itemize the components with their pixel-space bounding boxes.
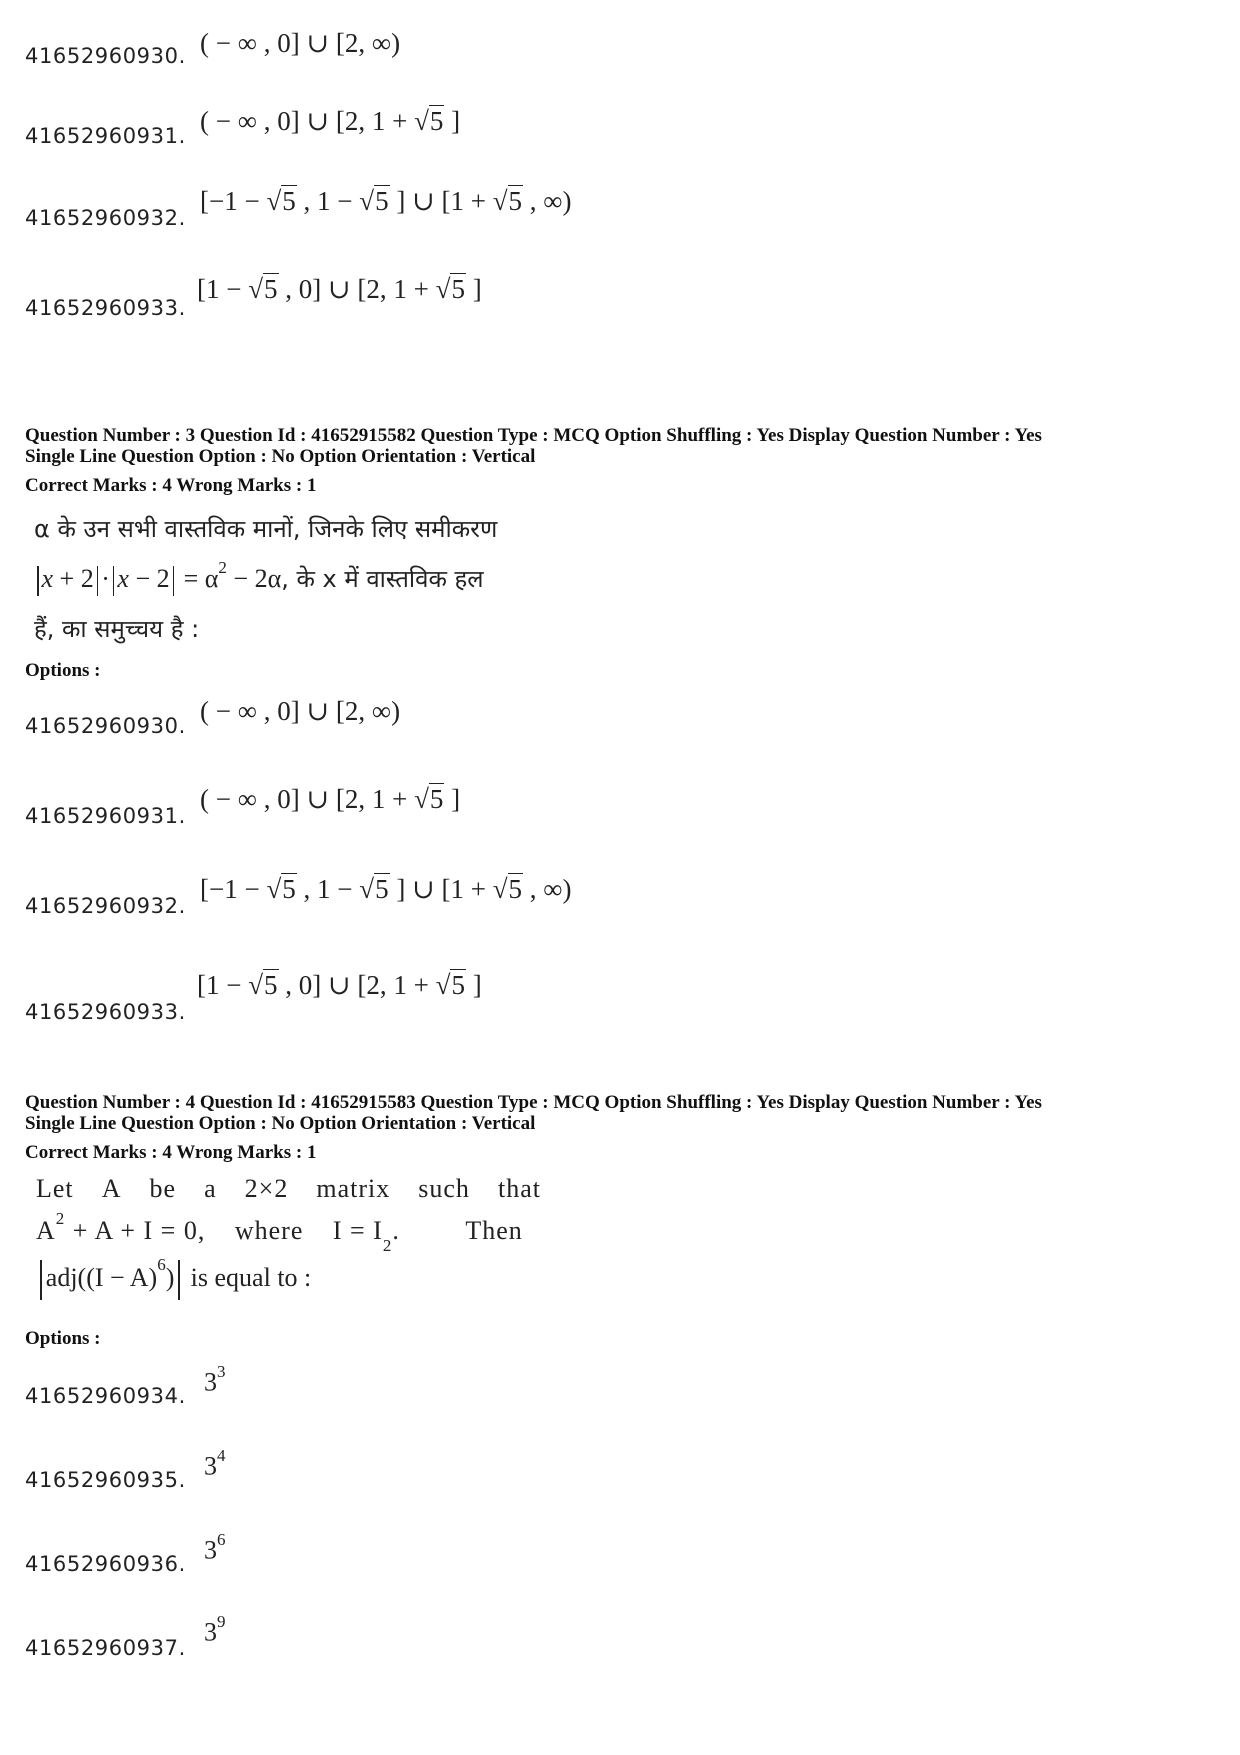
word: 2×2	[244, 1174, 289, 1203]
word: such	[418, 1174, 470, 1203]
option-id: 41652960930.	[25, 714, 186, 738]
question-equation: $x + 2 \cdot x - 2 = \alpha^2 - 2\alpha$, के x में वास्तविक हल	[34, 562, 484, 596]
option-math: [1 − √5 , 0] ∪ [2, 1 + √5 ]	[197, 970, 482, 1000]
word: matrix	[316, 1174, 391, 1203]
marks-line: Correct Marks : 4 Wrong Marks : 1	[25, 1142, 317, 1163]
word: where	[234, 1215, 304, 1245]
option-math: ( − ∞ , 0] ∪ [2, 1 + √5 ]	[200, 106, 461, 136]
option-math: ( − ∞ , 0] ∪ [2, ∞)	[200, 696, 401, 726]
question-text-line	[36, 1174, 541, 1204]
question-text-line: $A^2 + A + I = 0$, where $I = I_2$. Then	[36, 1209, 523, 1255]
question-header	[25, 425, 1042, 467]
header-line: Single Line Question Option : No Option Orientation : Vertical	[25, 446, 536, 467]
word: A	[101, 1174, 122, 1203]
option-math: [−1 − √5 , 1 − √5 ] ∪ [1 + √5 , ∞)	[200, 186, 572, 216]
option-id: 41652960934.	[25, 1384, 186, 1408]
option-id: 41652960933.	[25, 1000, 186, 1024]
equation-suffix: , के x में वास्तविक हल	[281, 565, 484, 593]
option-id: 41652960932.	[25, 894, 186, 918]
option-id: 41652960935.	[25, 1468, 186, 1492]
question-text-line: $adj((I - A)^6)$ is equal to :	[36, 1260, 311, 1300]
header-line: Question Number : 3 Question Id : 41652915582 Question Type : MCQ Option Shuffling : Yes Display Question Number : Yes	[25, 425, 1042, 446]
option-math: [1 − √5 , 0] ∪ [2, 1 + √5 ]	[197, 274, 482, 304]
option-math: ( − ∞ , 0] ∪ [2, 1 + √5 ]	[200, 784, 461, 814]
options-label: Options :	[25, 1328, 101, 1349]
option-math: [−1 − √5 , 1 − √5 ] ∪ [1 + √5 , ∞)	[200, 874, 572, 904]
text-suffix: is equal to :	[190, 1262, 312, 1292]
option-math: $3^4$	[204, 1446, 226, 1481]
option-id: 41652960930.	[25, 44, 186, 68]
word: that	[497, 1174, 541, 1203]
option-math: $3^6$	[204, 1530, 226, 1565]
option-id: 41652960936.	[25, 1552, 186, 1576]
question-text-line: हैं, का समुच्चय है :	[34, 615, 200, 643]
option-id: 41652960937.	[25, 1636, 186, 1660]
question-header	[25, 1092, 1042, 1134]
word: be	[149, 1174, 177, 1203]
marks-line: Correct Marks : 4 Wrong Marks : 1	[25, 475, 317, 496]
header-line: Single Line Question Option : No Option Orientation : Vertical	[25, 1113, 536, 1134]
options-label: Options :	[25, 660, 101, 681]
option-id: 41652960931.	[25, 124, 186, 148]
header-line: Question Number : 4 Question Id : 41652915583 Question Type : MCQ Option Shuffling : Yes Display Question Number : Yes	[25, 1092, 1042, 1113]
word: Then	[465, 1215, 523, 1245]
word: a	[204, 1174, 217, 1203]
option-math: $3^9$	[204, 1612, 226, 1647]
word: Let	[36, 1174, 74, 1203]
option-math: $3^3$	[204, 1362, 226, 1397]
question-text-line: α के उन सभी वास्तविक मानों, जिनके लिए समीकरण	[34, 515, 498, 543]
option-id: 41652960932.	[25, 206, 186, 230]
option-math: ( − ∞ , 0] ∪ [2, ∞)	[200, 28, 401, 58]
option-id: 41652960933.	[25, 296, 186, 320]
option-id: 41652960931.	[25, 804, 186, 828]
